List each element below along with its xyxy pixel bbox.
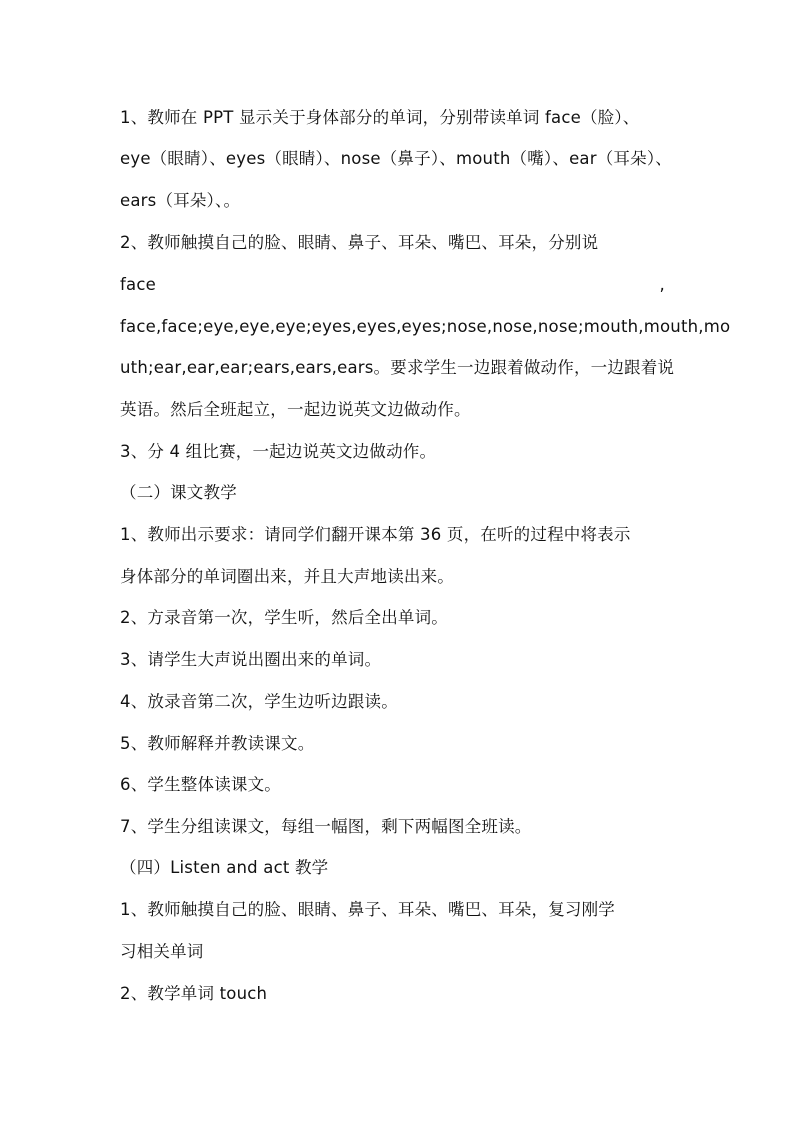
section-heading: （四）Listen and act 教学 [120, 858, 329, 877]
text-line: 2、教师触摸自己的脸、眼睛、鼻子、耳朵、嘴巴、耳朵，分别说 [120, 233, 599, 252]
text-line: 身体部分的单词圈出来，并且大声地读出来。 [120, 567, 454, 586]
text-line: 英语。然后全班起立，一起边说英文边做动作。 [120, 400, 471, 419]
text-line: 2、教学单词 touch [120, 984, 268, 1003]
text-line: 1、教师触摸自己的脸、眼睛、鼻子、耳朵、嘴巴、耳朵，复习刚学 [120, 900, 615, 919]
text-line: ears（耳朵）、。 [120, 191, 241, 210]
text-line: eye（眼睛）、eyes（眼睛）、nose（鼻子）、mouth（嘴）、ear（耳朵）、 [120, 149, 672, 168]
text-line: face,face;eye,eye,eye;eyes,eyes,eyes;nose,nose,nose;mouth,mouth,mo [120, 317, 731, 336]
text-line: 4、放录音第二次，学生边听边跟读。 [120, 692, 398, 711]
text-line: 2、方录音第一次，学生听，然后全出单词。 [120, 608, 448, 627]
text-line-face [120, 274, 665, 296]
text-line: 3、请学生大声说出圈出来的单词。 [120, 650, 382, 669]
text-line: 3、分 4 组比赛，一起边说英文边做动作。 [120, 442, 437, 461]
text-line: 1、教师在 PPT 显示关于身体部分的单词，分别带读单词 face（脸）、 [120, 108, 640, 127]
text-line: 7、学生分组读课文，每组一幅图，剩下两幅图全班读。 [120, 817, 532, 836]
section-heading: （二）课文教学 [120, 483, 237, 502]
face-comma: , [659, 275, 665, 294]
face-word: face [120, 275, 156, 294]
text-line: uth;ear,ear,ear;ears,ears,ears。要求学生一边跟着做动作，一边跟着说 [120, 358, 675, 377]
text-line: 6、学生整体读课文。 [120, 775, 281, 794]
text-line: 1、教师出示要求：请同学们翻开课本第 36 页，在听的过程中将表示 [120, 525, 631, 544]
text-line: 5、教师解释并教读课文。 [120, 734, 315, 753]
text-line: 习相关单词 [120, 942, 204, 961]
